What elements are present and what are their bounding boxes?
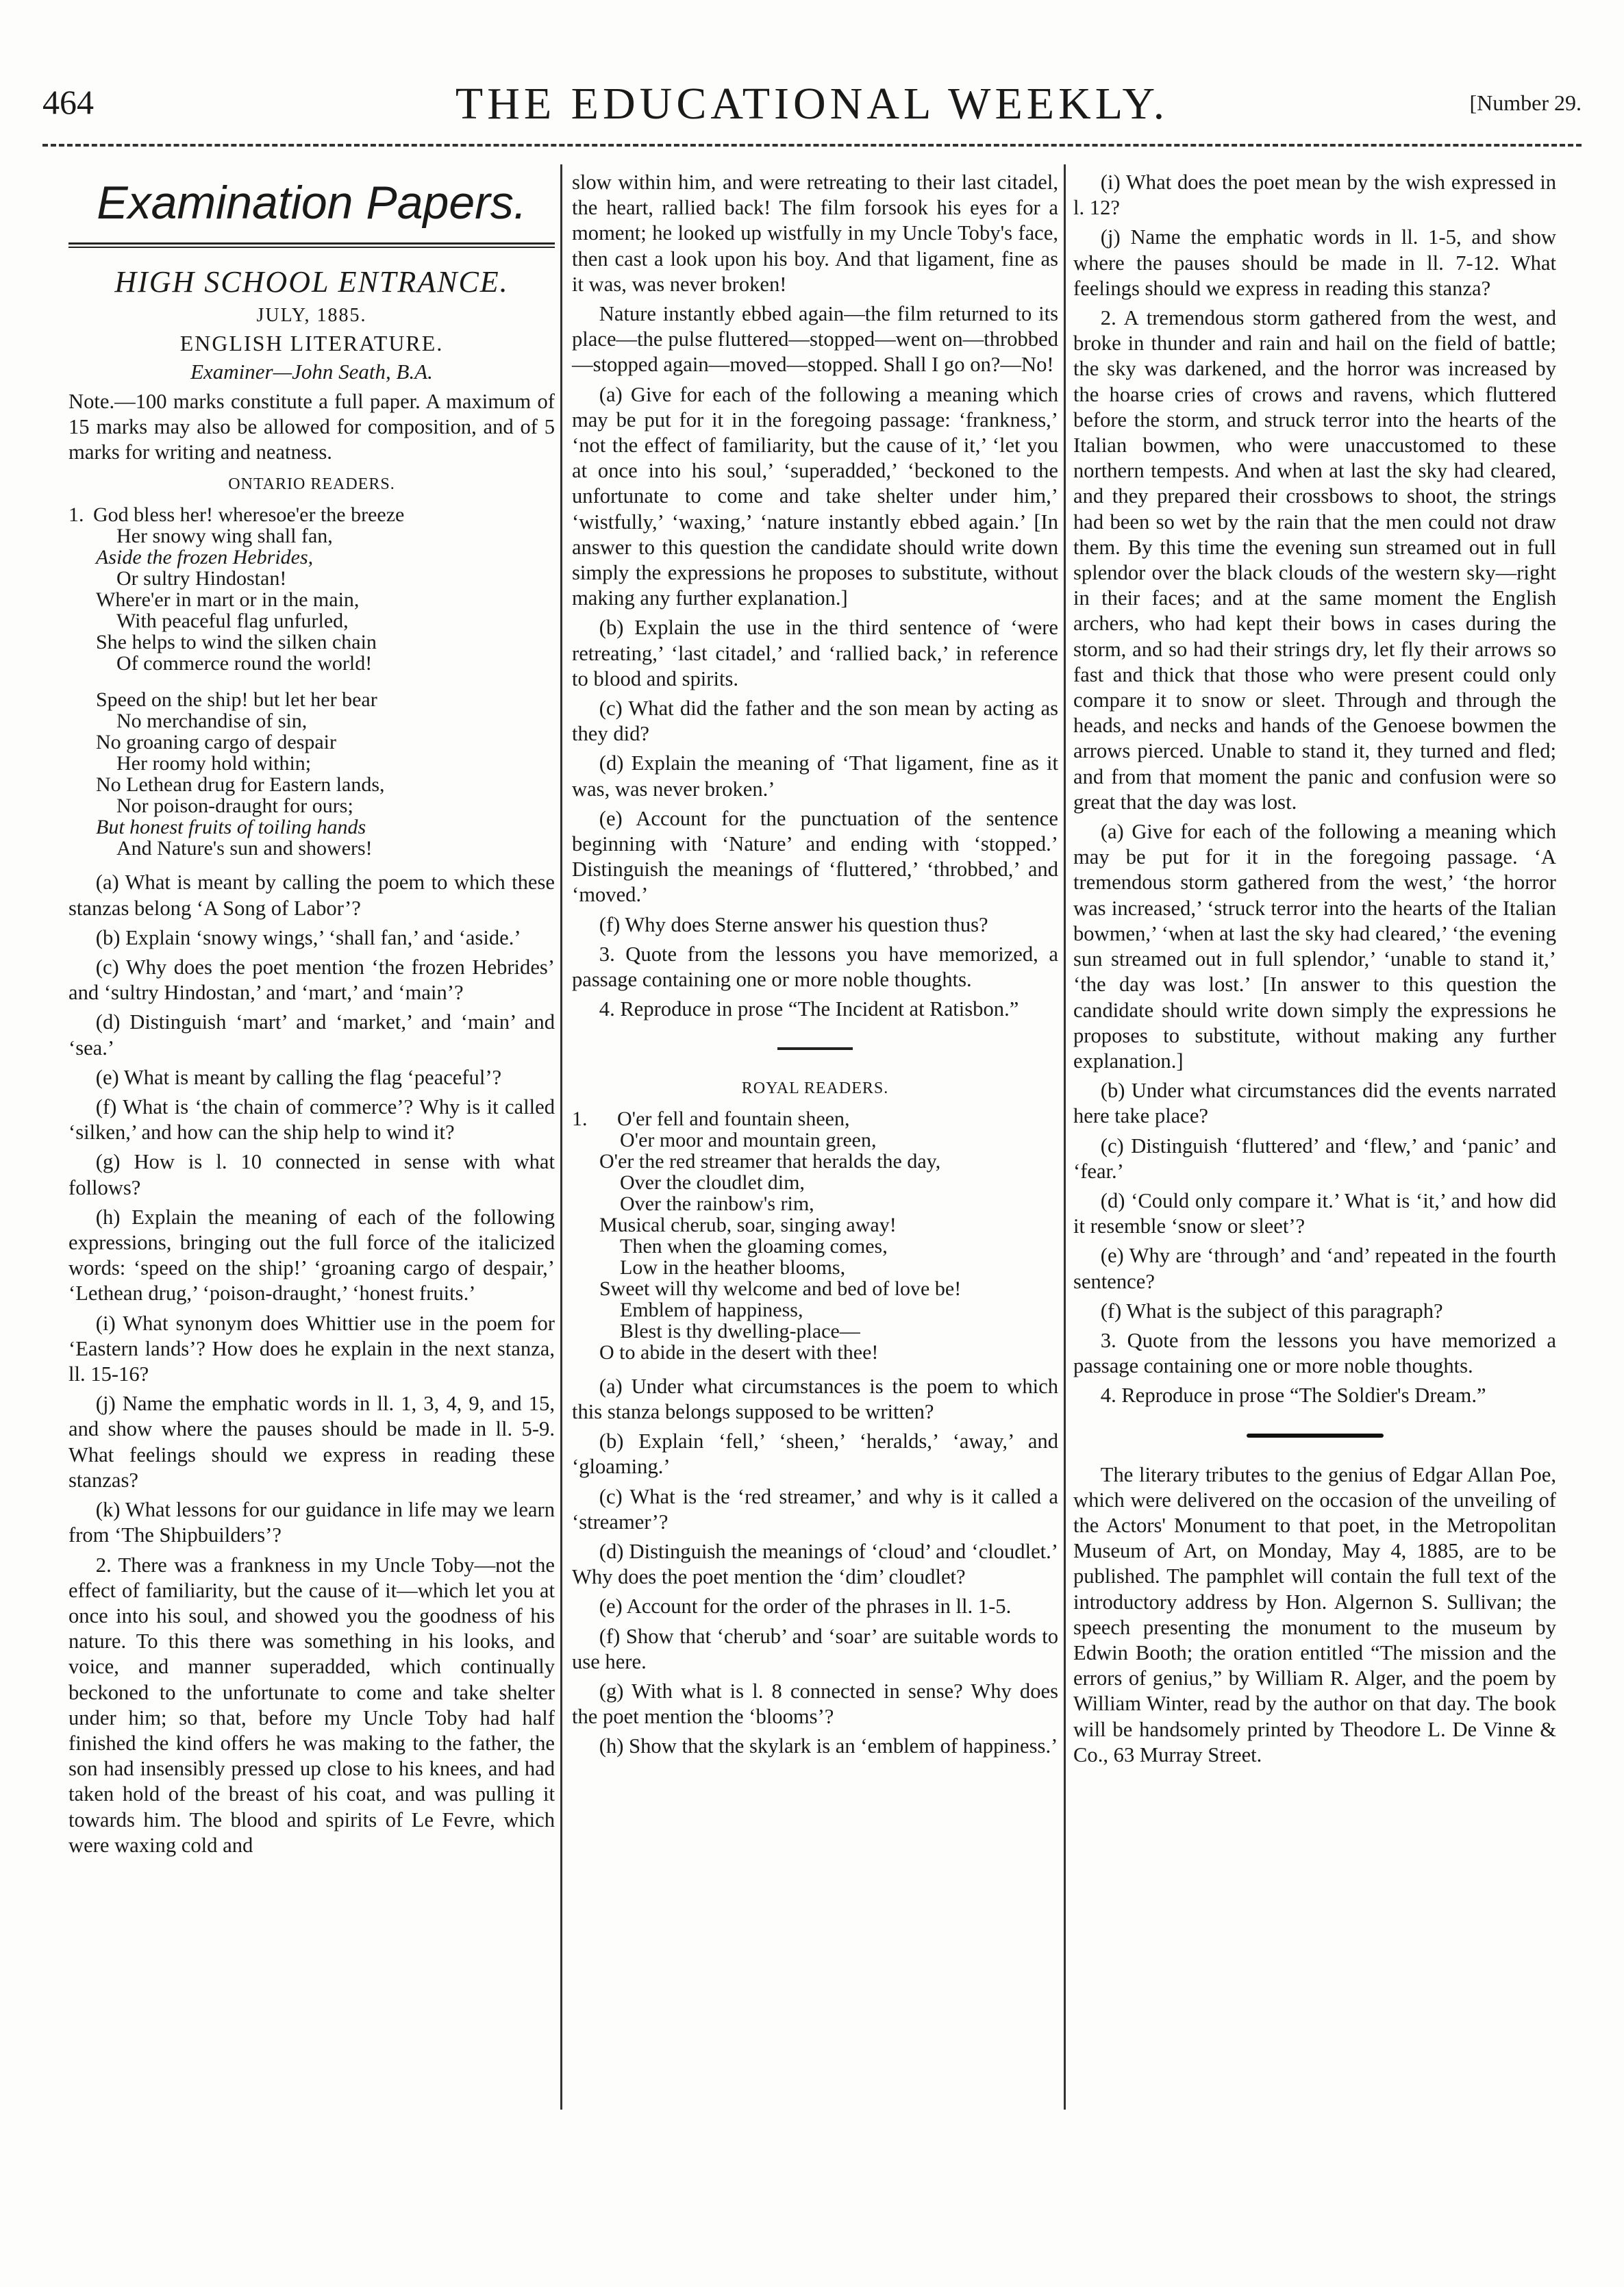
- question: (d) ‘Could only compare it.’ What is ‘it,’ and how did it resemble ‘snow or sleet’?: [1073, 1188, 1556, 1238]
- poem-line: Speed on the ship! but let her bear: [96, 688, 377, 712]
- poem-number: 1.: [68, 503, 84, 527]
- poem-line: Nor poison-draught for ours;: [116, 795, 353, 818]
- issue-number: [Number 29.: [1469, 90, 1582, 115]
- poem-royal: [572, 1108, 1058, 1363]
- poem-line: Then when the gloaming comes,: [620, 1234, 888, 1258]
- poem-line: Low in the heather blooms,: [620, 1255, 846, 1279]
- poem-line: Over the cloudlet dim,: [620, 1171, 805, 1194]
- question: 3. Quote from the lessons you have memorized, a passage containing one or more noble thoughts.: [572, 942, 1058, 992]
- poem-line: No merchandise of sin,: [116, 710, 308, 733]
- question: (j) Name the emphatic words in ll. 1-5, and show where the pauses should be made in ll. 7-12. What feelings should we express in reading this stanza?: [1073, 225, 1556, 300]
- poem-line: No Lethean drug for Eastern lands,: [96, 773, 385, 797]
- question: (f) What is the subject of this paragraph?: [1100, 1299, 1443, 1323]
- question: (b) Explain ‘fell,’ ‘sheen,’ ‘heralds,’ ‘away,’ and ‘gloaming.’: [572, 1429, 1058, 1479]
- question: (g) How is l. 10 connected in sense with what follows?: [68, 1150, 555, 1199]
- exam-note: Note.—100 marks constitute a full paper. A maximum of 15 marks may also be allowed for composition, and of 5 marks for writing and neatness.: [68, 389, 555, 464]
- poem-line: O'er the red streamer that heralds the day,: [599, 1149, 941, 1173]
- examiner-line: Examiner—John Seath, B.A.: [190, 360, 433, 384]
- poem-line: Of commerce round the world!: [116, 652, 373, 675]
- question: (c) What is the ‘red streamer,’ and why is it called a ‘streamer’?: [572, 1484, 1058, 1534]
- question: (k) What lessons for our guidance in life may we learn from ‘The Shipbuilders’?: [68, 1498, 555, 1547]
- question: (h) Show that the skylark is an ‘emblem of happiness.’: [599, 1734, 1058, 1758]
- poem-line: She helps to wind the silken chain: [96, 631, 377, 654]
- column-3: [1073, 170, 1556, 1772]
- question: (h) Explain the meaning of each of the following expressions, bringing out the full force of the italicized words: ‘speed on the ship!’ ‘groaning cargo of despair,’ ‘Lethean drug,’ ‘poison-draught,’ ‘honest fruits.’: [68, 1205, 555, 1305]
- exam-title: HIGH SCHOOL ENTRANCE.: [114, 265, 509, 299]
- poem-line: No groaning cargo of despair: [96, 731, 337, 754]
- question: 4. Reproduce in prose “The Soldier's Dream.”: [1100, 1384, 1486, 1408]
- question: (d) Distinguish the meanings of ‘cloud’ and ‘cloudlet.’ Why does the poet mention the ‘dim’ cloudlet?: [572, 1539, 1058, 1589]
- question: (f) What is ‘the chain of commerce’? Why is it called ‘silken,’ and how can the ship help to wind it?: [68, 1095, 555, 1145]
- reader-heading: ONTARIO READERS.: [228, 475, 395, 494]
- column-1: [68, 170, 555, 1862]
- poem-line: Her roomy hold within;: [116, 752, 312, 775]
- exam-date: JULY, 1885.: [256, 305, 367, 326]
- question: 4. Reproduce in prose “The Incident at Ratisbon.”: [599, 997, 1019, 1021]
- question: (a) What is meant by calling the poem to which these stanzas belong ‘A Song of Labor’?: [68, 871, 555, 920]
- question: (j) Name the emphatic words in ll. 1, 3, 4, 9, and 15, and show where the pauses should be made in ll. 5-9. What feelings should we express in reading these stanzas?: [68, 1392, 555, 1492]
- question: (g) With what is l. 8 connected in sense? Why does the poet mention the ‘blooms’?: [572, 1679, 1058, 1729]
- poem-line: God bless her! wheresoe'er the breeze: [93, 503, 405, 527]
- poem-ontario: [68, 504, 555, 859]
- question: (f) Show that ‘cherub’ and ‘soar’ are suitable words to use here.: [572, 1624, 1058, 1673]
- notice-paragraph: The literary tributes to the genius of Edgar Allan Poe, which were delivered on the occasion of the unveiling of the Actors' Monument to that poet, in the Metropolitan Museum of Art, on Monday, May 4, 1885, are to be published. The pamphlet will contain the full text of the introductory address by Hon. Algernon S. Sullivan; the speech presenting the monument to the museum by Edwin Booth; the oration entitled “The mission and the errors of genius,” by William R. Alger, and the poem by William Winter, read by the author on that day. The book will be handsomely printed by Theodore L. De Vinne & Co., 63 Murray Street.: [1073, 1462, 1556, 1766]
- question: (c) Why does the poet mention ‘the frozen Hebrides’ and ‘sultry Hindostan,’ and ‘mart,’ and ‘main’?: [68, 955, 555, 1005]
- poem-line: With peaceful flag unfurled,: [116, 610, 349, 633]
- column-divider-1: [560, 164, 562, 2110]
- poem-line: O'er moor and mountain green,: [620, 1128, 877, 1151]
- poem-line: But honest fruits of toiling hands: [96, 816, 366, 839]
- poem-line: Sweet will thy welcome and bed of love be!: [599, 1277, 962, 1300]
- question: (e) Account for the punctuation of the sentence beginning with ‘Nature’ and ending with ‘stopped.’ Distinguish the meanings of ‘fluttered,’ ‘throbbed,’ and ‘moved.’: [572, 806, 1058, 907]
- title-rule: [68, 242, 555, 248]
- passage-continued: Nature instantly ebbed again—the film returned to its place—the pulse fluttered—stopped—went on—throbbed—stopped again—moved—stopped. Shall I go on?—No!: [572, 302, 1058, 377]
- poem-line: Or sultry Hindostan!: [116, 567, 287, 590]
- passage: 2. There was a frankness in my Uncle Toby—not the effect of familiarity, but the cause of it—which let you at once into his soul, and showed you the goodness of his nature. To this there was something in his looks, and voice, and manner superadded, which continually beckoned to the unfortunate to come and take shelter under him; so that, before my Uncle Toby had half finished the kind offers he was making to the father, the son had insensibly pressed up close to his knees, and had taken hold of the breast of his coat, and was pulling it towards him. The blood and spirits of Le Fevre, which were waxing cold and: [68, 1553, 555, 1857]
- question: (i) What does the poet mean by the wish expressed in l. 12?: [1073, 171, 1556, 220]
- section-divider: [1247, 1434, 1384, 1438]
- question: (e) Account for the order of the phrases in ll. 1-5.: [599, 1595, 1012, 1619]
- page-number: 464: [42, 83, 94, 121]
- question: (i) What synonym does Whittier use in the poem for ‘Eastern lands’? How does he explain in the next stanza, ll. 15-16?: [68, 1311, 555, 1386]
- poem-line: Aside the frozen Hebrides,: [96, 546, 314, 569]
- poem-line: O to abide in the desert with thee!: [599, 1340, 879, 1364]
- question: (a) Give for each of the following a meaning which may be put for it in the foregoing passage. ‘A tremendous storm gathered from the west,’ ‘the horror was increased,’ ‘struck terror into the hearts of the Italian bowmen,’ ‘when at last the sky had cleared,’ ‘the evening sun streamed out in full splendor,’ ‘unable to stand it,’ ‘the day was lost.’ [In answer to this question the candidate should write down simply the expressions he proposes to substitute, without making any further explanation.]: [1073, 820, 1556, 1073]
- journal-title: THE EDUCATIONAL WEEKLY.: [455, 79, 1169, 129]
- poem-line: Emblem of happiness,: [620, 1298, 803, 1321]
- question: (b) Explain ‘snowy wings,’ ‘shall fan,’ and ‘aside.’: [95, 925, 521, 949]
- question: (b) Explain the use in the third sentence of ‘were retreating,’ ‘last citadel,’ and ‘rallied back,’ in reference to blood and spirits.: [572, 616, 1058, 690]
- poem-line: Blest is thy dwelling-place—: [620, 1319, 860, 1342]
- passage: 2. A tremendous storm gathered from the west, and broke in thunder and rain and hail on the field of battle; the sky was darkened, and the horror was increased by the hoarse cries of crows and ravens, which fluttered before the storm, and struck terror into the hearts of the Italian bowmen, who were unaccustomed to these northern tempests. And when at last the sky had cleared, and they prepared their crossbows to shoot, the strings had been so wet by the rain that the men could not draw them. By this time the evening sun streamed out in full splendor over the black clouds of the western sky—right in their faces; and at the same moment the English archers, who had kept their bows in cases during the storm, and so had their strings dry, let fly their arrows so fast and thick that those who were present could only compare it to snow or sleet. Through and through the heads, and necks and hands of the Genoese bowmen the arrows pierced. Unable to stand it, they turned and fled; and from that moment the panic and confusion were so great that the day was lost.: [1073, 306, 1556, 814]
- question: (e) What is meant by calling the flag ‘peaceful’?: [95, 1065, 502, 1089]
- poem-line: And Nature's sun and showers!: [116, 837, 373, 860]
- question: (f) Why does Sterne answer his question thus?: [599, 912, 988, 936]
- column-2: [572, 170, 1058, 1764]
- question: (e) Why are ‘through’ and ‘and’ repeated in the fourth sentence?: [1073, 1244, 1556, 1293]
- column-divider-2: [1064, 164, 1066, 2110]
- header-rule: [42, 144, 1582, 147]
- question: (a) Under what circumstances is the poem to which this stanza belongs supposed to be written?: [572, 1374, 1058, 1423]
- poem-line: O'er fell and fountain sheen,: [617, 1107, 850, 1130]
- question: (b) Under what circumstances did the events narrated here take place?: [1073, 1079, 1556, 1128]
- reader-heading: ROYAL READERS.: [741, 1079, 889, 1097]
- question: (a) Give for each of the following a meaning which may be put for it in the foregoing passage: ‘frankness,’ ‘not the effect of familiarity, but the cause of it,’ ‘let you at once into his soul,’ ‘superadded,’ ‘beckoned to the unfortunate to come and take shelter under him,’ ‘wistfully,’ ‘waxing,’ ‘nature instantly ebbed again.’ [In answer to this question the candidate should write down simply the expressions he proposes to substitute, without making any further explanation.]: [572, 382, 1058, 610]
- poem-line: Over the rainbow's rim,: [620, 1192, 814, 1215]
- passage-continued: slow within him, and were retreating to their last citadel, the heart, rallied back! The film forsook his eyes for a moment; he looked up wistfully in my Uncle Toby's face, then cast a look upon his boy. And that ligament, fine as it was, was never broken!: [572, 171, 1058, 296]
- question: (d) Explain the meaning of ‘That ligament, fine as it was, was never broken.’: [572, 751, 1058, 801]
- section-title: Examination Papers.: [97, 177, 527, 229]
- section-divider: [777, 1047, 853, 1050]
- question: (c) Distinguish ‘fluttered’ and ‘flew,’ and ‘panic’ and ‘fear.’: [1073, 1134, 1556, 1183]
- exam-subject: ENGLISH LITERATURE.: [179, 331, 444, 356]
- poem-number: 1.: [572, 1107, 588, 1130]
- page-header: [42, 79, 1582, 137]
- question: 3. Quote from the lessons you have memorized a passage containing one or more noble thoughts.: [1073, 1328, 1556, 1378]
- poem-line: Where'er in mart or in the main,: [96, 588, 360, 612]
- question: (d) Distinguish ‘mart’ and ‘market,’ and ‘main’ and ‘sea.’: [68, 1010, 555, 1060]
- poem-line: Her snowy wing shall fan,: [116, 525, 333, 548]
- poem-line: Musical cherub, soar, singing away!: [599, 1213, 897, 1236]
- question: (c) What did the father and the son mean by acting as they did?: [572, 697, 1058, 746]
